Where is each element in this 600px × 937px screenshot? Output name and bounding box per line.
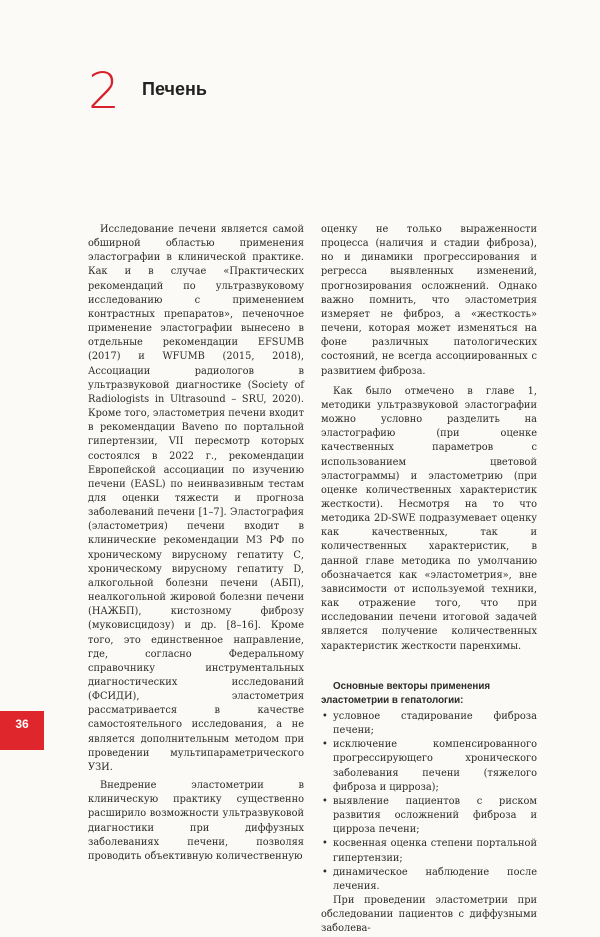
list-item: • динамическое наблюдение после лечения. bbox=[322, 866, 537, 892]
paragraph: оценку не только выраженности процесса (наличия и стадии фиброза), но и динамики прогрессирования и регресса выявленных изменений, прогнозирования осложнений. Однако важно помнить, что эластометрия измеряет не фиброз, а «жесткость» печени, которая может изменяться на фоне различных патологических состояний, не всегда ассоциированных с развитием фиброза. bbox=[321, 224, 537, 377]
paragraph: Внедрение эластометрии в клиническую практику существенно расширило возможности ультразвуковой диагностики при диффузных заболеваниях печени, позволяя проводить объективную количественную bbox=[88, 780, 304, 862]
vectors-list bbox=[321, 710, 537, 894]
list-item: • условное стадирование фиброза печени; bbox=[322, 711, 537, 737]
vectors-heading: Основные векторы применения эластометрии в гепатологии: bbox=[321, 680, 491, 706]
list-item: • косвенная оценка степени портальной гипертензии; bbox=[322, 838, 537, 864]
left-column bbox=[88, 223, 304, 864]
list-item: • выявление пациентов с риском развития осложнений фиброза и цирроза печени; bbox=[322, 795, 537, 836]
paragraph: Исследование печени является самой обширной областью применения эластографии в клинической практике. Как и в случае «Практических рекомендаций по ультразвуковому исследованию с применением контрастных препаратов», печеночное применение эластографии вынесено в отдельные рекомендации EFSUMB (2017) и WFUMB (2015, 2018), Ассоциации радиологов в ультразвуковой диагностике (Society of Radiologists in Ultrasound – SRU, 2020). Кроме того, эластометрия печени входит в рекомендации Baveno по портальной гипертензии, VII пересмотр которых состоялся в 2022 г., рекомендации Европейской ассоциации по изучению печени (EASL) по неинвазивным тестам для оценки тяжести и прогноза заболеваний печени [1–7]. Эластография (эластометрия) печени входит в клинические рекомендации МЗ РФ по хроническому вирусному гепатиту С, хроническому вирусному гепатиту D, алкогольной болезни печени (АБП), неалкогольной жировой болезни печени (НАЖБП), кистозному фиброзу (муковисцидозу) и др. [8–16]. Кроме того, это единственное направление, где, согласно Федеральному справочнику инструментальных диагностических исследований (ФСИДИ), эластометрия рассматривается в качестве самостоятельного исследования, а не является дополнительным методом при проведении мультипараметрического УЗИ. bbox=[88, 224, 304, 773]
bullet-icon: • bbox=[322, 739, 328, 751]
paragraph: Как было отмечено в главе 1, методики ультразвуковой эластографии можно условно разделить на эластографию (при оценке качественных параметров с использованием цветовой эластограммы) и эластометрию (при оценке количественных характеристик жесткости). Несмотря на то что методика 2D-SWE подразумевает оценку как качественных, так и количественных характеристик, в данной главе методика по умолчанию обозначается как «эластометрия», вне зависимости от используемой техники, как отражение того, что при исследовании печени итоговой задачей является получение количественных характеристик жесткости паренхимы. bbox=[321, 385, 537, 652]
chapter-number: 2 bbox=[88, 62, 120, 120]
page-number: 36 bbox=[15, 717, 29, 731]
bullet-icon: • bbox=[322, 866, 328, 878]
list-item: • исключение компенсированного прогрессирующего хронического заболевания печени (тяжелого фиброза и цирроза); bbox=[322, 739, 537, 793]
paragraph: При проведении эластометрии при обследовании пациентов с диффузными заболева- bbox=[321, 895, 537, 935]
bullet-icon: • bbox=[322, 838, 328, 850]
right-column bbox=[321, 223, 537, 937]
chapter-title: Печень bbox=[142, 79, 207, 99]
bullet-icon: • bbox=[322, 711, 328, 722]
bullet-icon: • bbox=[322, 795, 328, 807]
